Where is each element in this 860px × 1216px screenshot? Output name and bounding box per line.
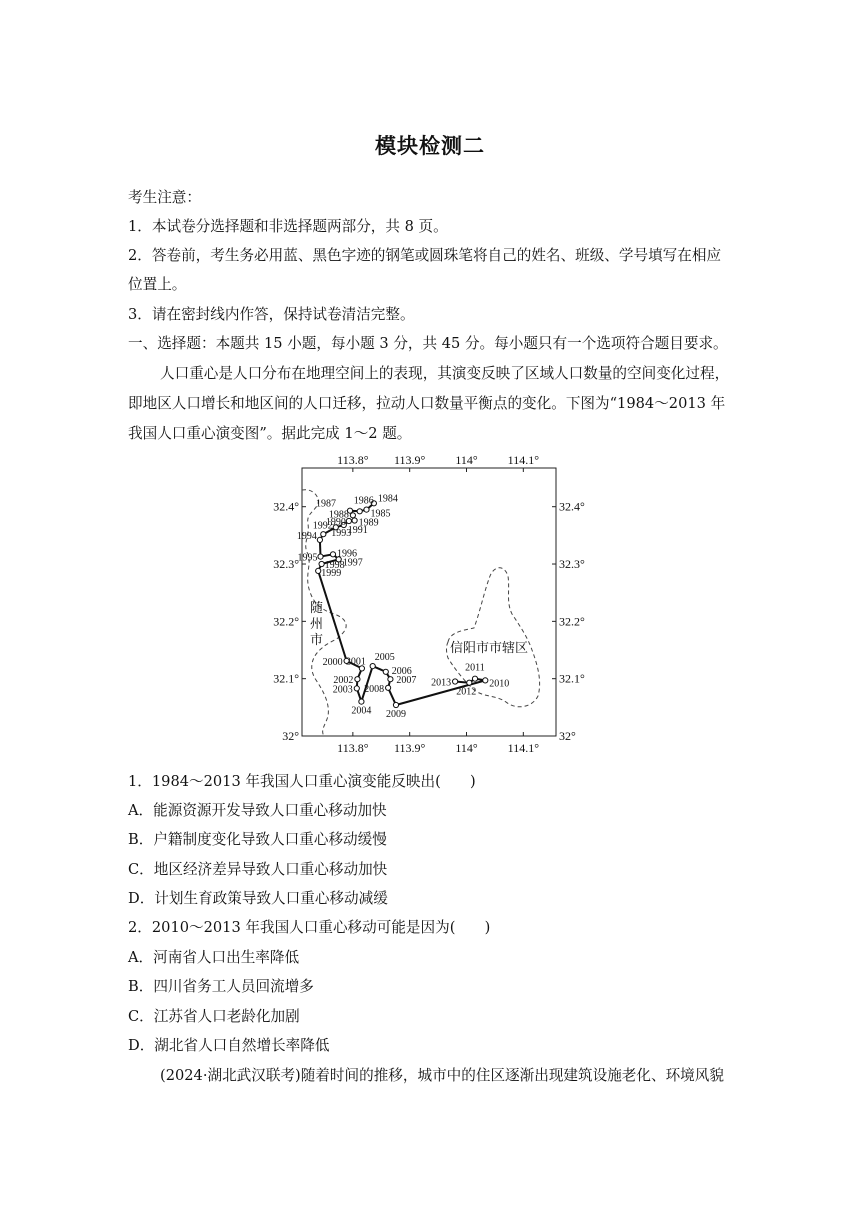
year-label: 2006 xyxy=(391,665,412,677)
lat-label-right: 32° xyxy=(559,729,576,743)
year-label: 1997 xyxy=(342,557,363,569)
population-center-point xyxy=(364,507,369,512)
question-1-stem: 1．1984～2013 年我国人口重心演变能反映出( ) xyxy=(128,773,476,790)
lat-label-right: 32.1° xyxy=(559,671,585,686)
year-label: 1994 xyxy=(296,530,317,542)
notice-heading: 考生注意： xyxy=(128,189,201,206)
notice-item: 2．答卷前，考生务必用蓝、黑色字迹的钢笔或圆珠笔将自己的姓名、班级、学号填写在相应 xyxy=(128,247,722,264)
lon-label-bottom: 113.8° xyxy=(337,741,369,755)
lat-label-right: 32.2° xyxy=(559,614,585,629)
year-label: 1993 xyxy=(331,528,352,540)
population-center-point xyxy=(352,518,357,523)
year-label: 2009 xyxy=(386,709,406,720)
notice-item: 位置上。 xyxy=(128,276,187,293)
year-label: 1985 xyxy=(370,508,391,520)
population-center-point xyxy=(453,679,458,684)
notice-item: 3．请在密封线内作答，保持试卷清洁完整。 xyxy=(128,306,415,323)
year-label: 1999 xyxy=(321,567,342,579)
year-label: 2003 xyxy=(332,684,353,696)
population-center-point xyxy=(319,561,324,566)
year-label: 1996 xyxy=(337,548,357,560)
year-label: 1988 xyxy=(328,509,349,521)
suizhou-label-1: 随 xyxy=(310,600,324,615)
population-center-point xyxy=(388,677,393,682)
year-label: 2001 xyxy=(345,656,366,668)
passage-line: 人口重心是人口分布在地理空间上的表现，其演变反映了区域人口数量的空间变化过程， xyxy=(160,365,730,382)
suizhou-label-2: 州 xyxy=(310,616,324,631)
lat-label-left: 32.2° xyxy=(273,614,299,629)
population-center-point xyxy=(316,568,321,573)
year-label: 2004 xyxy=(351,705,372,717)
lat-label-right: 32.4° xyxy=(559,499,585,514)
year-label: 1998 xyxy=(324,560,345,571)
passage-2-line: (2024·湖北武汉联考)随着时间的推移，城市中的住区逐渐出现建筑设施老化、环境风貌 xyxy=(160,1067,724,1084)
year-label: 1991 xyxy=(347,525,368,536)
population-center-point xyxy=(383,669,388,674)
q2-option-c: C．江苏省人口老龄化加剧 xyxy=(128,1008,300,1025)
year-label: 2005 xyxy=(374,652,395,664)
lat-label-left: 32.1° xyxy=(273,671,299,686)
population-center-point xyxy=(321,532,326,537)
year-label: 2011 xyxy=(465,662,485,674)
year-label: 1990 xyxy=(325,517,346,528)
question-2-stem: 2．2010～2013 年我国人口重心移动可能是因为( ) xyxy=(128,919,491,936)
q1-option-c: C．地区经济差异导致人口重心移动加快 xyxy=(128,861,388,878)
lon-label-top: 114.1° xyxy=(507,453,540,467)
population-center-point xyxy=(483,678,488,683)
year-label: 2002 xyxy=(333,675,354,687)
q2-option-a: A．河南省人口出生率降低 xyxy=(128,949,300,966)
year-label: 1989 xyxy=(358,517,379,529)
lat-label-left: 32.3° xyxy=(273,557,299,572)
lon-label-bottom: 114.1° xyxy=(507,741,540,755)
year-label: 2008 xyxy=(364,683,385,695)
population-center-point xyxy=(330,552,335,557)
q1-option-d: D．计划生育政策导致人口重心移动减缓 xyxy=(128,890,388,907)
lon-label-bottom: 114° xyxy=(455,741,478,755)
population-center-point xyxy=(357,509,362,514)
population-center-point xyxy=(393,702,398,707)
year-label: 2000 xyxy=(322,656,343,668)
year-label: 2010 xyxy=(489,678,510,690)
notice-item: 1．本试卷分选择题和非选择题两部分，共 8 页。 xyxy=(128,218,448,235)
q2-option-d: D．湖北省人口自然增长率降低 xyxy=(128,1037,330,1054)
passage-line: 即地区人口增长和地区间的人口迁移，拉动人口数量平衡点的变化。下图为“1984～2013 年 xyxy=(128,395,726,412)
q1-option-b: B．户籍制度变化导致人口重心移动缓慢 xyxy=(128,831,387,848)
population-center-point xyxy=(472,676,477,681)
xinyang-label: 信阳市市辖区 xyxy=(450,640,529,655)
year-label: 1984 xyxy=(377,493,398,505)
lat-label-right: 32.3° xyxy=(559,557,585,572)
population-center-point xyxy=(467,680,472,685)
page-title: 模块检测二 xyxy=(375,134,485,158)
population-center-point xyxy=(359,699,364,704)
population-center-map xyxy=(268,452,588,757)
lat-label-left: 32° xyxy=(282,729,299,743)
population-center-point xyxy=(318,554,323,559)
population-center-point xyxy=(317,537,322,542)
population-center-point xyxy=(386,685,391,690)
suizhou-label-3: 市 xyxy=(310,632,324,647)
lon-label-top: 114° xyxy=(455,453,478,467)
year-label: 1995 xyxy=(297,552,318,564)
lon-label-top: 113.8° xyxy=(337,453,369,467)
q1-option-a: A．能源资源开发导致人口重心移动加快 xyxy=(128,802,387,819)
lon-label-bottom: 113.9° xyxy=(394,741,426,755)
year-label: 2007 xyxy=(396,675,417,687)
population-center-point xyxy=(355,677,360,682)
lon-label-top: 113.9° xyxy=(394,453,426,467)
year-label: 1987 xyxy=(316,498,336,510)
passage-line: 我国人口重心演变图”。据此完成 1～2 题。 xyxy=(128,425,412,442)
lat-label-left: 32.4° xyxy=(273,499,299,514)
section-heading: 一、选择题：本题共 15 小题，每小题 3 分，共 45 分。每小题只有一个选项符合题目要求。 xyxy=(128,335,728,352)
year-label: 2012 xyxy=(456,686,477,698)
year-label: 1992 xyxy=(312,520,333,532)
population-center-point xyxy=(354,686,359,691)
population-center-point xyxy=(370,664,375,669)
year-label: 1986 xyxy=(353,495,374,507)
year-label: 2013 xyxy=(431,677,452,689)
q2-option-b: B．四川省务工人员回流增多 xyxy=(128,978,314,995)
population-center-point xyxy=(350,513,355,518)
